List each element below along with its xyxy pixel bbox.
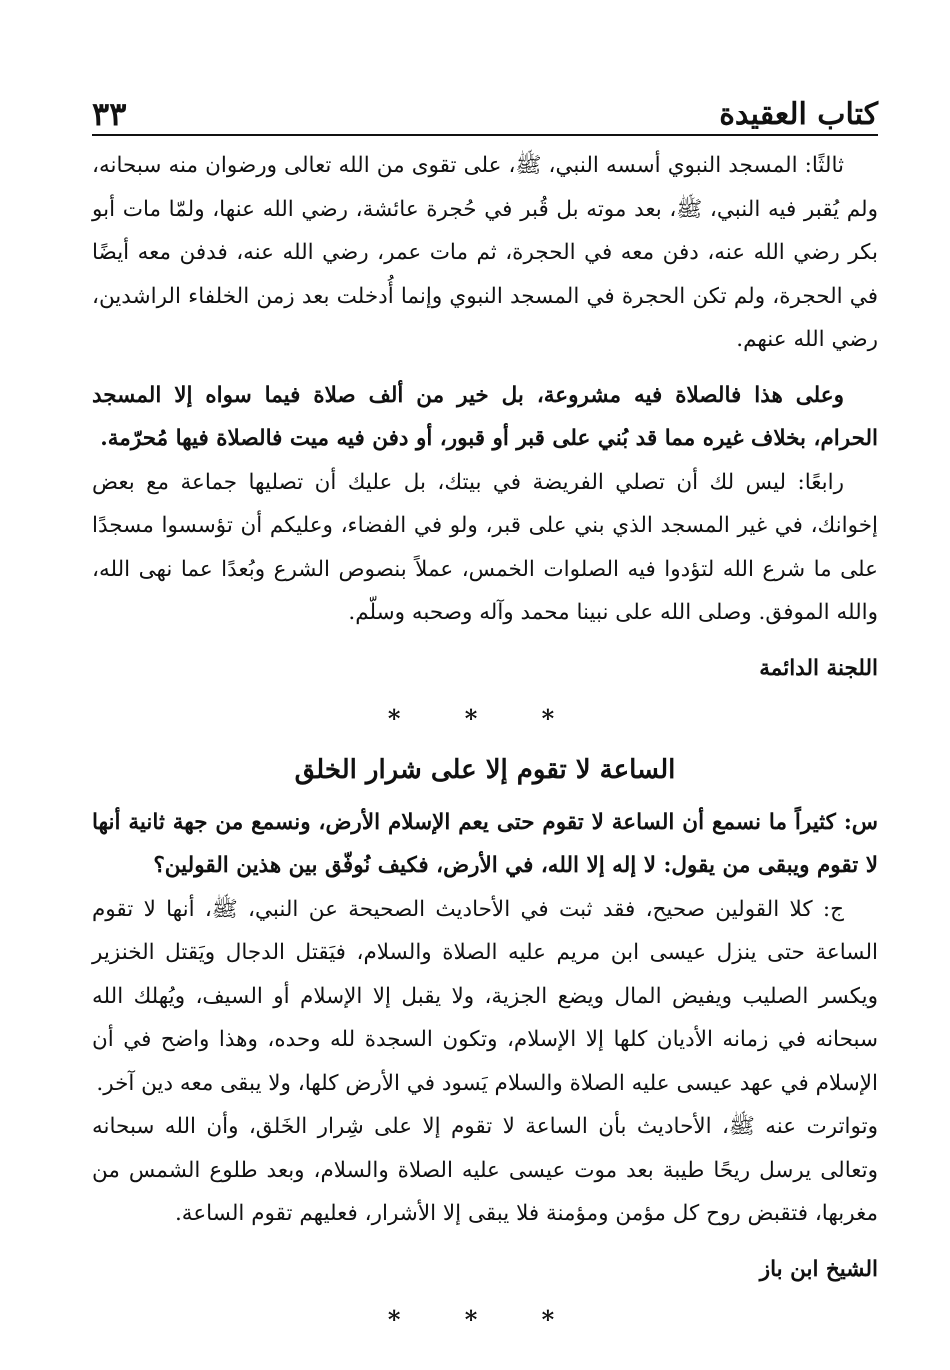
page-number: ٣٣ xyxy=(92,95,127,133)
page-header xyxy=(92,80,878,136)
asterisk-separator: * * * xyxy=(387,703,583,733)
book-page xyxy=(92,80,878,1340)
question-paragraph: س: كثيراً ما نسمع أن الساعة لا تقوم حتى يعم الإسلام الأرض، ونسمع من جهة ثانية أنها لا تقوم ويبقى من يقول: لا إله إلا الله، في الأرض، فكيف نُوفّق بين هذين القولين؟ xyxy=(92,809,878,878)
signature-ibn-baz: الشيخ ابن باز xyxy=(759,1256,878,1282)
signature-permanent-committee: اللجنة الدائمة xyxy=(759,655,878,681)
asterisk-separator-bottom: * * * xyxy=(387,1304,583,1334)
answer-paragraph-1: ج: كلا القولين صحيح، فقد ثبت في الأحاديث الصحيحة عن النبي، ﷺ، أنها لا تقوم الساعة حتى ينزل عيسى ابن مريم عليه الصلاة والسلام، فيَقتل الدجال ويَقتل الخنزير ويكسر الصليب ويفيض المال ويضع الجزية، ولا يقبل إلا الإسلام أو السيف، ويُهلك الله سبحانه في زمانه الأديان كلها إلا الإسلام، وتكون السجدة لله وحده، وهذا واضح في أن الإسلام في عهد عيسى عليه الصلاة والسلام يَسود في الأرض كلها، ولا يبقى معه دين آخر. xyxy=(92,896,878,1096)
section-title: الساعة لا تقوم إلا على شرار الخلق xyxy=(294,754,676,785)
answer-paragraph-2: وتواترت عنه ﷺ، الأحاديث بأن الساعة لا تقوم إلا على شِرار الخَلق، وأن الله سبحانه وتعالى يرسل ريحًا طيبة بعد موت عيسى عليه الصلاة والسلام، وبعد طلوع الشمس من مغربها، فتقبض روح كل مؤمن ومؤمنة فلا يبقى إلا الأشرار، فعليهم تقوم الساعة. xyxy=(92,1114,878,1226)
paragraph-third-point: ثالثًا: المسجد النبوي أسسه النبي، ﷺ، على تقوى من الله تعالى ورضوان منه سبحانه، ولم يُقبر فيه النبي، ﷺ، بعد موته بل قُبر في حُجرة عائشة، رضي الله عنها، ولمّا مات أبو بكر رضي الله عنه، دفن معه في الحجرة، ثم مات عمر، رضي الله عنه، فدفن معه أيضًا في الحجرة، ولم تكن الحجرة في المسجد النبوي وإنما أُدخلت بعد زمن الخلفاء الراشدين، رضي الله عنهم. xyxy=(92,153,878,352)
book-title: كتاب العقيدة xyxy=(719,97,878,132)
paragraph-prayer-ruling: وعلى هذا فالصلاة فيه مشروعة، بل خير من ألف صلاة فيما سواه إلا المسجد الحرام، بخلاف غيره مما قد بُني على قبر أو قبور، أو دفن فيه ميت فالصلاة فيها مُحرّمة. xyxy=(92,382,878,451)
page-content xyxy=(92,144,878,1340)
paragraph-fourth-point: رابعًا: ليس لك أن تصلي الفريضة في بيتك، بل عليك أن تصليها جماعة مع بعض إخوانك، في غير المسجد الذي بني على قبر، ولو في الفضاء، وعليكم أن تؤسسوا مسجدًا على ما شرع الله لتؤدوا فيه الصلوات الخمس، عملاً بنصوص الشرع وبُعدًا عما نهى الله، والله الموفق. وصلى الله على نبينا محمد وآله وصحبه وسلّم. xyxy=(92,469,878,625)
